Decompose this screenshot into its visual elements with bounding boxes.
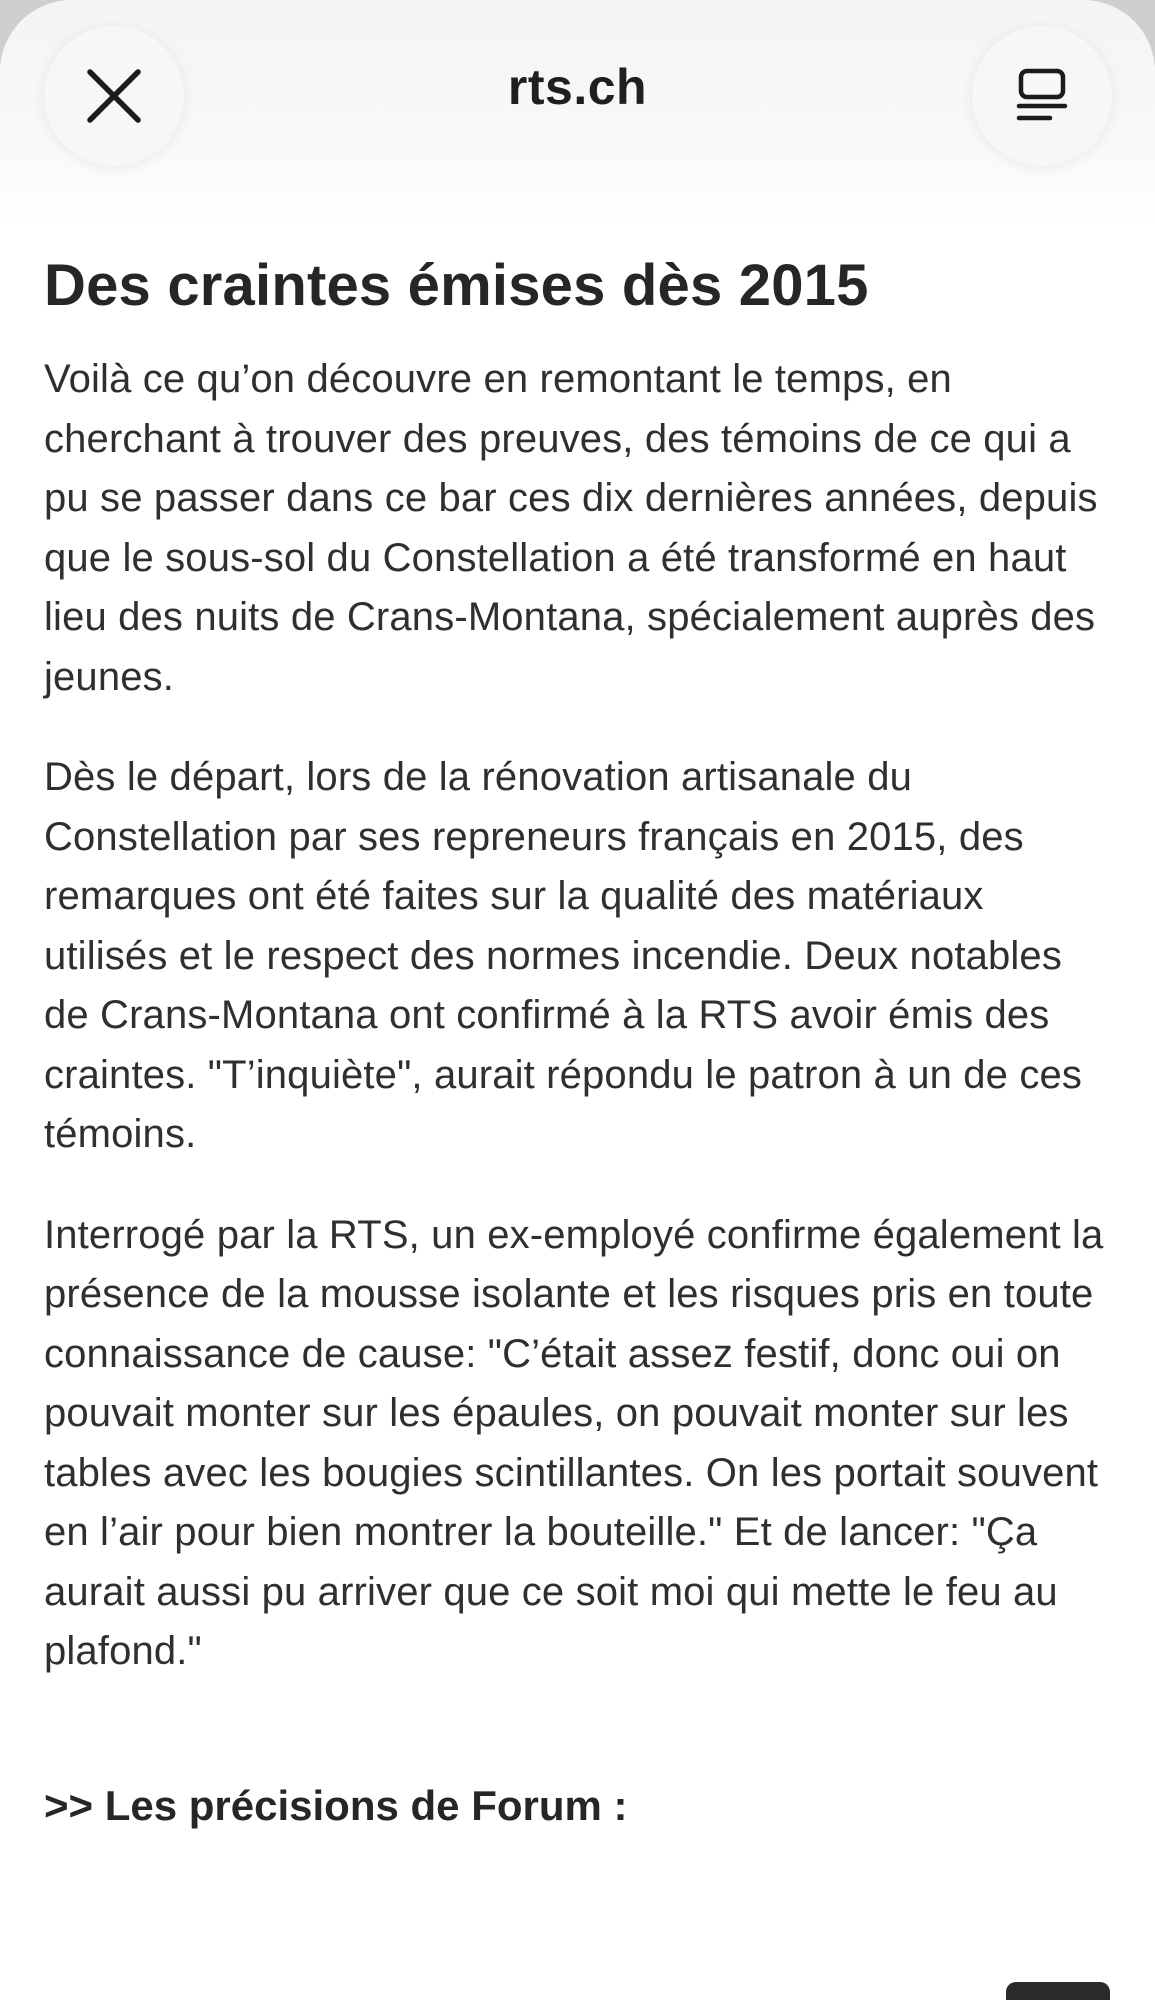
article-paragraph: Voilà ce qu’on découvre en remontant le temps, en cherchant à trouver des preuves, des témoins de ce qui a pu se passer dans ce bar ces dix dernières années, depuis que le sous-sol du Constellation a été transformé en haut lieu des nuits de Crans-Montana, spécialement auprès des jeunes. (44, 357, 1098, 699)
partial-media-element[interactable] (1006, 1982, 1110, 2000)
article-headline: Des craintes émises dès 2015 (44, 253, 869, 318)
reader-header (0, 0, 1155, 230)
reader-view-icon (1012, 66, 1072, 126)
section-subheading: >> Les précisions de Forum : (44, 1781, 628, 1829)
reader-view-button[interactable] (972, 26, 1112, 166)
article-paragraph: Interrogé par la RTS, un ex-employé confirme également la présence de la mousse isolante et les risques pris en toute connaissance de cause: "C’était assez festif, donc oui on pouvait monter sur les épaules, on pouvait monter sur les tables avec les bougies scintillantes. On les portait souvent en l’air pour bien montrer la bouteille." Et de lancer: "Ça aurait aussi pu arriver que ce soit moi qui mette le feu au plafond." (44, 1212, 1104, 1673)
article-paragraph: Dès le départ, lors de la rénovation artisanale du Constellation par ses repreneurs français en 2015, des remarques ont été faites sur la qualité des matériaux utilisés et le respect des normes incendie. Deux notables de Crans-Montana ont confirmé à la RTS avoir émis des craintes. "T’inquiète", aurait répondu le patron à un de ces témoins. (44, 755, 1083, 1156)
site-title: rts.ch (507, 59, 648, 115)
article-body (44, 250, 1104, 1835)
